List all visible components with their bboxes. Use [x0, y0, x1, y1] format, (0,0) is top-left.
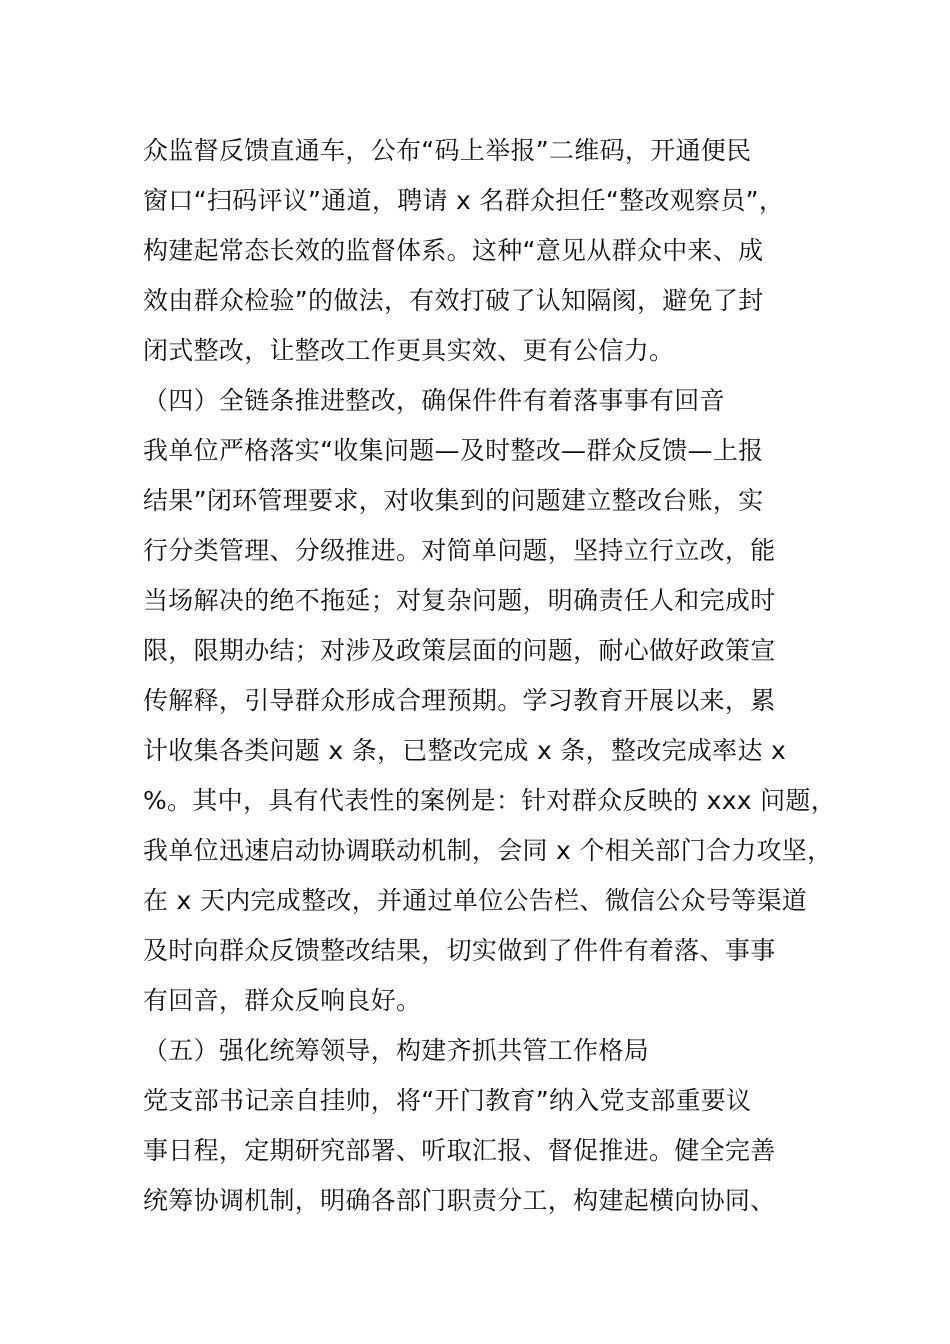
- text-line: 我单位迅速启动协调联动机制，会同 x 个相关部门合力攻坚，: [143, 836, 833, 865]
- text-line: 及时向群众反馈整改结果，切实做到了件件有着落、事事: [143, 936, 776, 965]
- text-line: %。其中，具有代表性的案例是：针对群众反映的 xxx 问题，: [143, 786, 837, 815]
- text-line: 闭式整改，让整改工作更具实效、更有公信力。: [143, 336, 675, 365]
- section-heading: （五）强化统筹领导，构建齐抓共管工作格局: [143, 1036, 650, 1065]
- text-line: 行分类管理、分级推进。对简单问题，坚持立行立改，能: [143, 536, 776, 565]
- text-line: 当场解决的绝不拖延；对复杂问题，明确责任人和完成时: [143, 586, 776, 615]
- text-line: 我单位严格落实“收集问题—及时整改—群众反馈—上报: [143, 436, 764, 465]
- text-line: 事日程，定期研究部署、听取汇报、督促推进。健全完善: [143, 1136, 776, 1165]
- text-line: 效由群众检验”的做法，有效打破了认知隔阂，避免了封: [143, 286, 764, 315]
- text-line: 在 x 天内完成整改，并通过单位公告栏、微信公众号等渠道: [143, 886, 808, 915]
- text-line: 统筹协调机制，明确各部门职责分工，构建起横向协同、: [143, 1186, 776, 1215]
- text-line: 结果”闭环管理要求，对收集到的问题建立整改台账，实: [143, 486, 764, 515]
- text-line: 计收集各类问题 x 条，已整改完成 x 条，整改完成率达 x: [143, 736, 787, 765]
- text-line: 众监督反馈直通车，公布“码上举报”二维码，开通便民: [143, 136, 752, 165]
- text-line: 窗口“扫码评议”通道，聘请 x 名群众担任“整改观察员”，: [143, 186, 785, 215]
- text-line: 构建起常态长效的监督体系。这种“意见从群众中来、成: [143, 236, 764, 265]
- text-line: 党支部书记亲自挂帅，将“开门教育”纳入党支部重要议: [143, 1086, 752, 1115]
- section-heading: （四）全链条推进整改，确保件件有着落事事有回音: [143, 386, 725, 415]
- text-line: 有回音，群众反响良好。: [143, 986, 422, 1015]
- text-line: 传解释，引导群众形成合理预期。学习教育开展以来，累: [143, 686, 776, 715]
- body-text: [143, 126, 843, 1226]
- text-line: 限，限期办结；对涉及政策层面的问题，耐心做好政策宣: [143, 636, 776, 665]
